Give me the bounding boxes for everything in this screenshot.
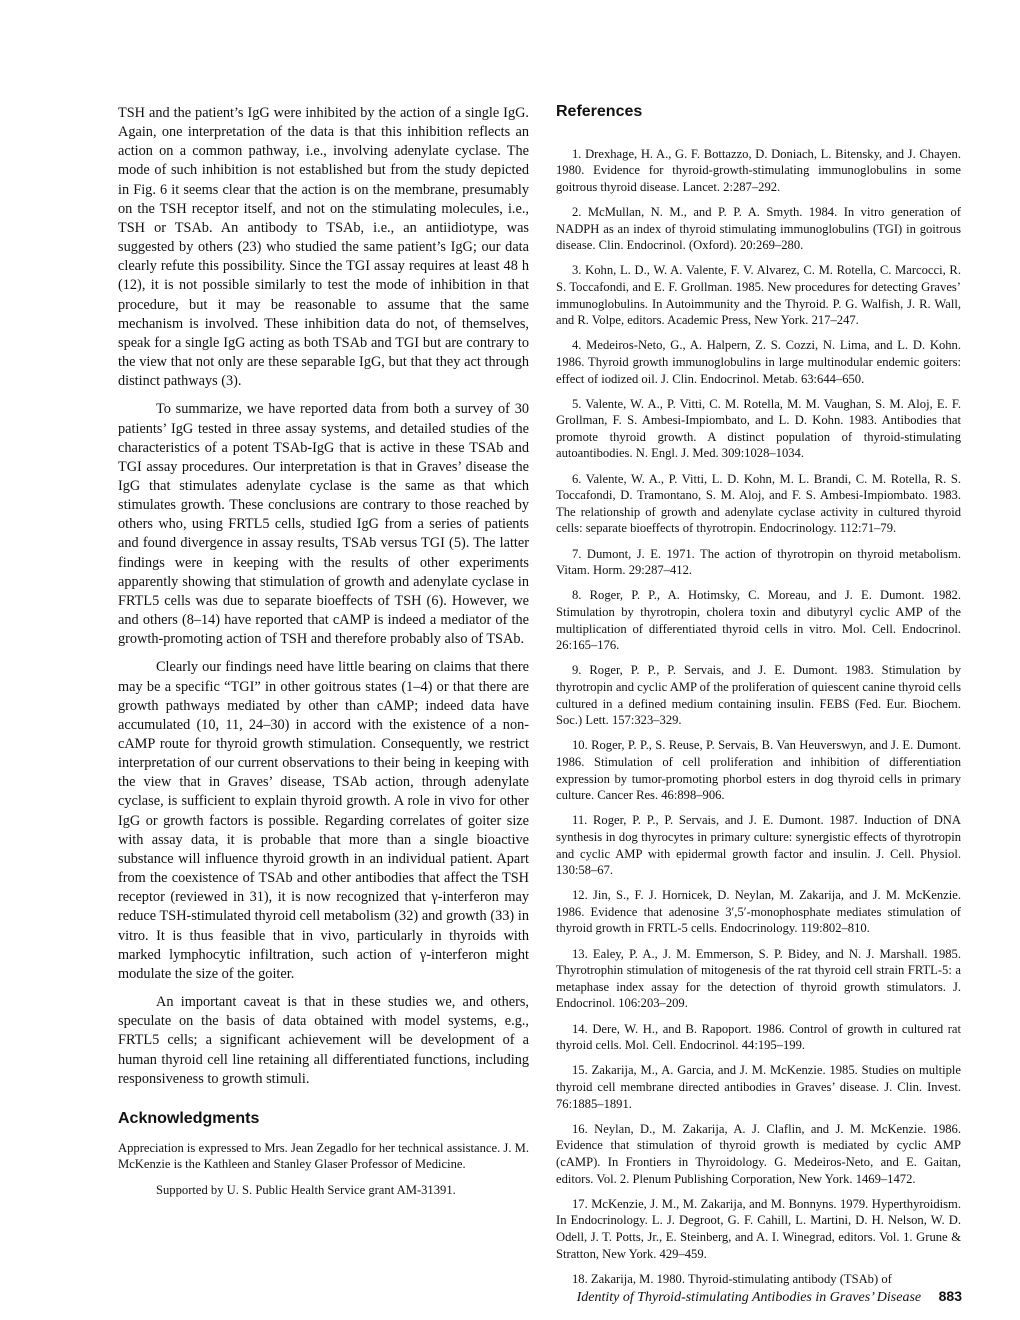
reference-item: 8. Roger, P. P., A. Hotimsky, C. Moreau, and J. E. Dumont. 1982. Stimulation by thyrotropin, cholera toxin and dibutyryl cyclic AMP of the multiplication of differentiated thyroid cells in vitro. Mol. Cell. Endocrinol. 26:165–176. (556, 588, 961, 653)
reference-item: 6. Valente, W. A., P. Vitti, L. D. Kohn, M. L. Brandi, C. M. Rotella, R. S. Toccafondi, D. Tramontano, S. M. Aloj, and F. S. Ambesi-Impiombato. 1983. The relationship of growth and adenylate cyclase activity in cultured thyroid cells: separate bioeffects of thyrotropin. Endocrinology. 112:71–79. (556, 471, 961, 536)
reference-item: 4. Medeiros-Neto, G., A. Halpern, Z. S. Cozzi, N. Lima, and L. D. Kohn. 1986. Thyroid growth immunoglobulins in large multinodular endemic goiters: effect of iodized oil. J. Clin. Endocrinol. Metab. 63:644–650. (556, 338, 961, 386)
body-paragraph-2: To summarize, we have reported data from both a survey of 30 patients’ IgG tested in three assay systems, and detailed studies of the characteristics of a potent TSAb-IgG that is active in these TSAb and TGI assay procedures. Our interpretation is that in Graves’ disease the IgG that stimulates adenylate cyclase is the same as that which stimulates growth. These conclusions are contrary to those reached by others who, using FRTL5 cells, studied IgG from a series of patients and found divergence in assay results, TSAb versus TGI (5). The latter findings were in keeping with the results of other experiments apparently showing that stimulation of growth and adenylate cyclase in FRTL5 cells was due to separate bioeffects of TSH (6). However, we and others (8–14) have reported that cAMP is indeed a mediator of the growth-promoting action of TSH and therefore probably also of TSAb. (118, 401, 529, 648)
reference-item: 2. McMullan, N. M., and P. P. A. Smyth. 1984. In vitro generation of NADPH as an index of thyroid stimulating immunoglobulins (TGI) in goitrous disease. Clin. Endocrinol. (Oxford). 20:269–280. (556, 204, 961, 253)
reference-item: 10. Roger, P. P., S. Reuse, P. Servais, B. Van Heuverswyn, and J. E. Dumont. 1986. Stimulation of cell proliferation and inhibition of differentiation expression by tumor-promoting phorbol esters in dog thyroid cells in primary culture. Cancer Res. 46:898–906. (556, 738, 961, 803)
reference-item: 1. Drexhage, H. A., G. F. Bottazzo, D. Doniach, L. Bitensky, and J. Chayen. 1980. Evidence for thyroid-growth-stimulating immunoglobulins in some goitrous thyroid disease. Lancet. 2:287–292. (556, 146, 961, 194)
reference-item: 17. McKenzie, J. M., M. Zakarija, and M. Bonnyns. 1979. Hyperthyroidism. In Endocrinology. L. J. Degroot, G. F. Cahill, L. Martini, D. H. Nelson, W. D. Odell, J. T. Potts, Jr., E. Steinberg, and A. I. Winegrad, editors. Vol. 1. Grune & Stratton, New York. 429–459. (556, 1196, 961, 1261)
body-paragraph-3: Clearly our findings need have little bearing on claims that there may be a specific “TGI” in other goitrous states (1–4) or that there are growth pathways mediated by other than cAMP; indeed data have accumulated (10, 11, 24–30) in accord with the existence of a non-cAMP route for thyroid growth stimulation. Consequently, we restrict interpretation of our current observations to their being in keeping with the view that in Graves’ disease, TSAb action, through adenylate cyclase, is sufficient to explain thyroid growth. A role in vivo for other IgG or growth factors is possible. Regarding correlates of goiter size with assay data, it is probable that more than a single bioactive substance will influence thyroid growth in an individual patient. Apart from the coexistence of TSAb and other antibodies that affect the TSH receptor (reviewed in 31), it is now recognized that γ-interferon may reduce TSH-stimulated thyroid cell metabolism (32) and growth (33) in vitro. It is thus feasible that in vivo, particularly in thyroids with marked lymphocytic infiltration, such action of γ-interferon might modulate the size of the goiter. (118, 659, 529, 982)
references-heading: References (556, 103, 643, 120)
reference-item: 12. Jin, S., F. J. Hornicek, D. Neylan, M. Zakarija, and J. M. McKenzie. 1986. Evidence that adenosine 3′,5′-monophosphate mediates stimulation of thyroid growth in FRTL-5 cells. Endocrinology. 119:802–810. (556, 888, 961, 936)
reference-item: 13. Ealey, P. A., J. M. Emmerson, S. P. Bidey, and N. J. Marshall. 1985. Thyrotrophin stimulation of mitogenesis of the rat thyroid cell strain FRTL-5: a metaphase index assay for the detection of thyroid growth stimulators. J. Endocrinol. 106:203–209. (556, 946, 961, 1011)
references-list (556, 146, 961, 1288)
body-paragraph-1: TSH and the patient’s IgG were inhibited by the action of a single IgG. Again, one interpretation of the data is that this inhibition reflects an action on a common pathway, i.e., involving adenylate cyclase. The mode of such inhibition is not established but from the study depicted in Fig. 6 it seems clear that the action is on the membrane, presumably on the TSH receptor itself, and not on the stimulating molecules, i.e., TSH or TSAb. An antibody to TSAb, i.e., an antiidiotype, was suggested by others (23) who studied the same patient’s IgG; our data clearly refute this possibility. Since the TGI assay requires at least 48 h (12), it is not possible similarly to test the mode of inhibition in that procedure, but it may be reasonable to assume that the same mechanism is involved. These inhibition data do not, of themselves, speak for a single IgG acting as both TSAb and TGI but are contrary to the view that not only are these separable IgG, but that they act through distinct pathways (3). (118, 105, 529, 390)
reference-item: 3. Kohn, L. D., W. A. Valente, F. V. Alvarez, C. M. Rotella, C. Marcocci, R. S. Toccafondi, and E. F. Grollman. 1985. New procedures for detecting Graves’ immunoglobulins. In Autoimmunity and the Thyroid. P. G. Walfish, J. R. Wall, and R. Volpe, editors. Academic Press, New York. 217–247. (556, 263, 961, 328)
references-section (556, 104, 961, 1296)
acknowledgments-heading: Acknowledgments (118, 1109, 260, 1127)
left-column (118, 104, 529, 1198)
acknowledgments-paragraph-1: Appreciation is expressed to Mrs. Jean Zegadlo for her technical assistance. J. M. McKenzie is the Kathleen and Stanley Glaser Professor of Medicine. (118, 1140, 529, 1172)
reference-item: 14. Dere, W. H., and B. Rapoport. 1986. Control of growth in cultured rat thyroid cells. Mol. Cell. Endocrinol. 44:195–199. (556, 1021, 961, 1053)
page-footer (577, 1288, 962, 1306)
acknowledgments-section (118, 1109, 529, 1198)
reference-item: 16. Neylan, D., M. Zakarija, A. J. Claflin, and J. M. McKenzie. 1986. Evidence that stimulation of thyroid growth is mediated by cyclic AMP (cAMP). In Frontiers in Thyroidology. G. Medeiros-Neto, and E. Gaitan, editors. Vol. 2. Plenum Publishing Corporation, New York. 1469–1472. (556, 1121, 961, 1186)
reference-item: 11. Roger, P. P., P. Servais, and J. E. Dumont. 1987. Induction of DNA synthesis in dog thyrocytes in primary culture: synergistic effects of thyrotropin and cyclic AMP with epidermal growth factor and insulin. J. Cell. Physiol. 130:58–67. (556, 813, 961, 878)
reference-item: 18. Zakarija, M. 1980. Thyroid-stimulating antibody (TSAb) of (572, 1271, 892, 1286)
reference-item: 7. Dumont, J. E. 1971. The action of thyrotropin on thyroid metabolism. Vitam. Horm. 29:287–412. (556, 546, 961, 578)
reference-item: 9. Roger, P. P., P. Servais, and J. E. Dumont. 1983. Stimulation by thyrotropin and cyclic AMP of the proliferation of quiescent canine thyroid cells cultured in a defined medium containing insulin. FEBS (Fed. Eur. Biochem. Soc.) Lett. 157:323–329. (556, 663, 961, 728)
body-paragraph-4: An important caveat is that in these studies we, and others, speculate on the basis of data obtained with model systems, e.g., FRTL5 cells; a significant achievement will be development of a human thyroid cell line retaining all differentiated functions, including responsiveness to growth stimuli. (118, 994, 529, 1087)
reference-item: 15. Zakarija, M., A. Garcia, and J. M. McKenzie. 1985. Studies on multiple thyroid cell membrane directed antibodies in Graves’ disease. J. Clin. Invest. 76:1885–1891. (556, 1063, 961, 1111)
running-title: Identity of Thyroid-stimulating Antibodies in Graves’ Disease (576, 1290, 922, 1305)
page-number: 883 (938, 1288, 962, 1304)
reference-item: 5. Valente, W. A., P. Vitti, C. M. Rotella, M. M. Vaughan, S. M. Aloj, E. F. Grollman, F. S. Ambesi-Impiombato, and L. D. Kohn. 1983. Antibodies that promote thyroid growth. A distinct population of thyroid-stimulating autoantibodies. N. Engl. J. Med. 309:1028–1034. (556, 396, 961, 461)
acknowledgments-paragraph-2: Supported by U. S. Public Health Service grant AM-31391. (156, 1182, 456, 1197)
